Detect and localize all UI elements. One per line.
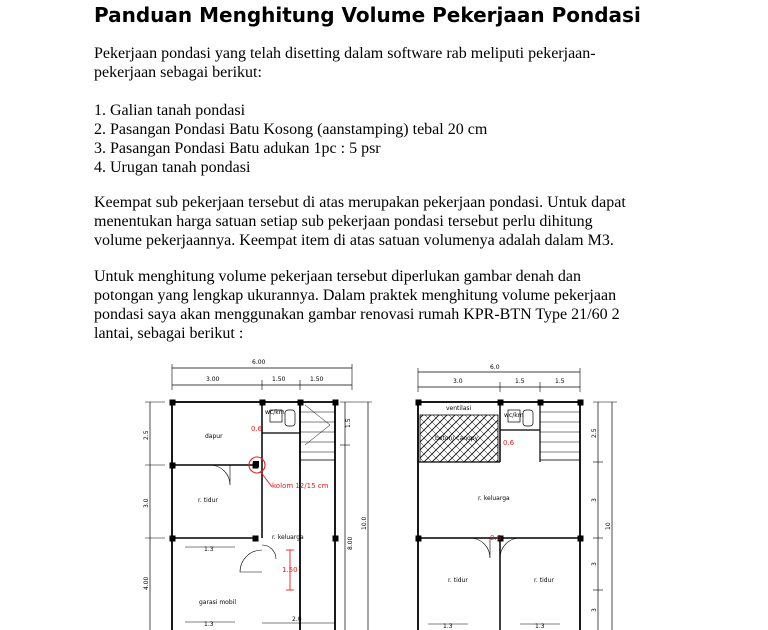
text-line: pekerjaan sebagai berikut: xyxy=(94,64,262,81)
room-label-ventilasi: ventilasi xyxy=(446,405,472,412)
dim-label: 2.5 xyxy=(143,430,150,440)
level-label: 0.6 xyxy=(251,425,263,433)
dim-label: 3 xyxy=(591,498,598,502)
paragraph-2 xyxy=(94,193,694,250)
list-item: 1. Galian tanah pondasi xyxy=(94,102,246,119)
dim-label: 2.5 xyxy=(591,428,598,438)
dim-label: 1.3 xyxy=(204,621,214,628)
dim-label: 3 xyxy=(591,562,598,566)
red-dim-label: 1.50 xyxy=(282,566,298,574)
dim-label: 2.0 xyxy=(292,616,302,623)
intro-paragraph xyxy=(94,44,694,82)
text-line: volume pekerjaannya. Keempat item di atas satuan volumenya adalah dalam M3. xyxy=(94,232,614,249)
dim-label: 4.00 xyxy=(143,576,150,590)
paragraph-3 xyxy=(94,267,694,343)
room-label-canopy: beton/ canopy xyxy=(435,435,479,442)
room-label-tidur: r. tidur xyxy=(198,497,218,504)
dim-label: 1.50 xyxy=(310,376,324,383)
dim-label: 3.0 xyxy=(453,378,463,385)
text-line: lantai, sebagai berikut : xyxy=(94,325,244,342)
text-line: Untuk menghitung volume pekerjaan tersebut diperlukan gambar denah dan xyxy=(94,268,581,285)
room-label-keluarga: r. keluarga xyxy=(478,495,510,502)
ground-floor-plan xyxy=(145,364,372,630)
room-label-tidur: r. tidur xyxy=(534,577,554,584)
text-line: Keempat sub pekerjaan tersebut di atas merupakan pekerjaan pondasi. Untuk dapat xyxy=(94,194,626,211)
dim-label: 1.5 xyxy=(555,378,565,385)
work-item-list xyxy=(94,101,694,177)
dim-label: 1.5 xyxy=(515,378,525,385)
list-item: 4. Urugan tanah pondasi xyxy=(94,159,251,176)
room-label-wc: wc/km xyxy=(504,412,524,419)
text-line: potongan yang lengkap ukurannya. Dalam praktek menghitung volume pekerjaan xyxy=(94,287,617,304)
dim-label: 10.0 xyxy=(361,516,368,530)
overall-dim-label: 6.00 xyxy=(252,359,266,366)
dim-label: 8.00 xyxy=(347,536,354,550)
overall-dim-label: 6.0 xyxy=(490,364,500,371)
dim-label: 1.3 xyxy=(204,546,214,553)
text-line: menentukan harga satuan setiap sub pekerjaan pondasi tersebut perlu dihitung xyxy=(94,213,593,230)
dim-label: 3 xyxy=(591,608,598,612)
text-line: Pekerjaan pondasi yang telah disetting dalam software rab meliputi pekerjaan- xyxy=(94,45,596,62)
room-label-garasi: garasi mobil xyxy=(199,599,236,606)
dim-label: 10 xyxy=(605,522,612,530)
list-item: 2. Pasangan Pondasi Batu Kosong (aanstamping) tebal 20 cm xyxy=(94,121,488,138)
room-label-dapur: dapur xyxy=(205,433,223,440)
dim-label: 1.3 xyxy=(443,623,453,630)
dim-label: 3.00 xyxy=(206,376,220,383)
room-label-wc: wc/km xyxy=(265,409,285,416)
room-label-tidur: r. tidur xyxy=(448,577,468,584)
dim-label: 1.5 xyxy=(345,418,352,428)
dim-label: 3.0 xyxy=(143,498,150,508)
text-line: pondasi saya akan menggunakan gambar renovasi rumah KPR-BTN Type 21/60 2 xyxy=(94,306,620,323)
page-title: Panduan Menghitung Volume Pekerjaan Pondasi xyxy=(94,3,641,27)
dim-label: 1.3 xyxy=(535,623,545,630)
list-item: 3. Pasangan Pondasi Batu adukan 1pc : 5 psr xyxy=(94,140,381,157)
room-label-keluarga: r. keluarga xyxy=(272,534,304,541)
level-label: 0.6 xyxy=(503,439,515,447)
floor-plan-drawing xyxy=(0,350,768,630)
column-note: kolom 12/15 cm xyxy=(272,482,329,490)
dim-label: 1.50 xyxy=(272,376,286,383)
level-label: 0.6 xyxy=(490,534,502,542)
